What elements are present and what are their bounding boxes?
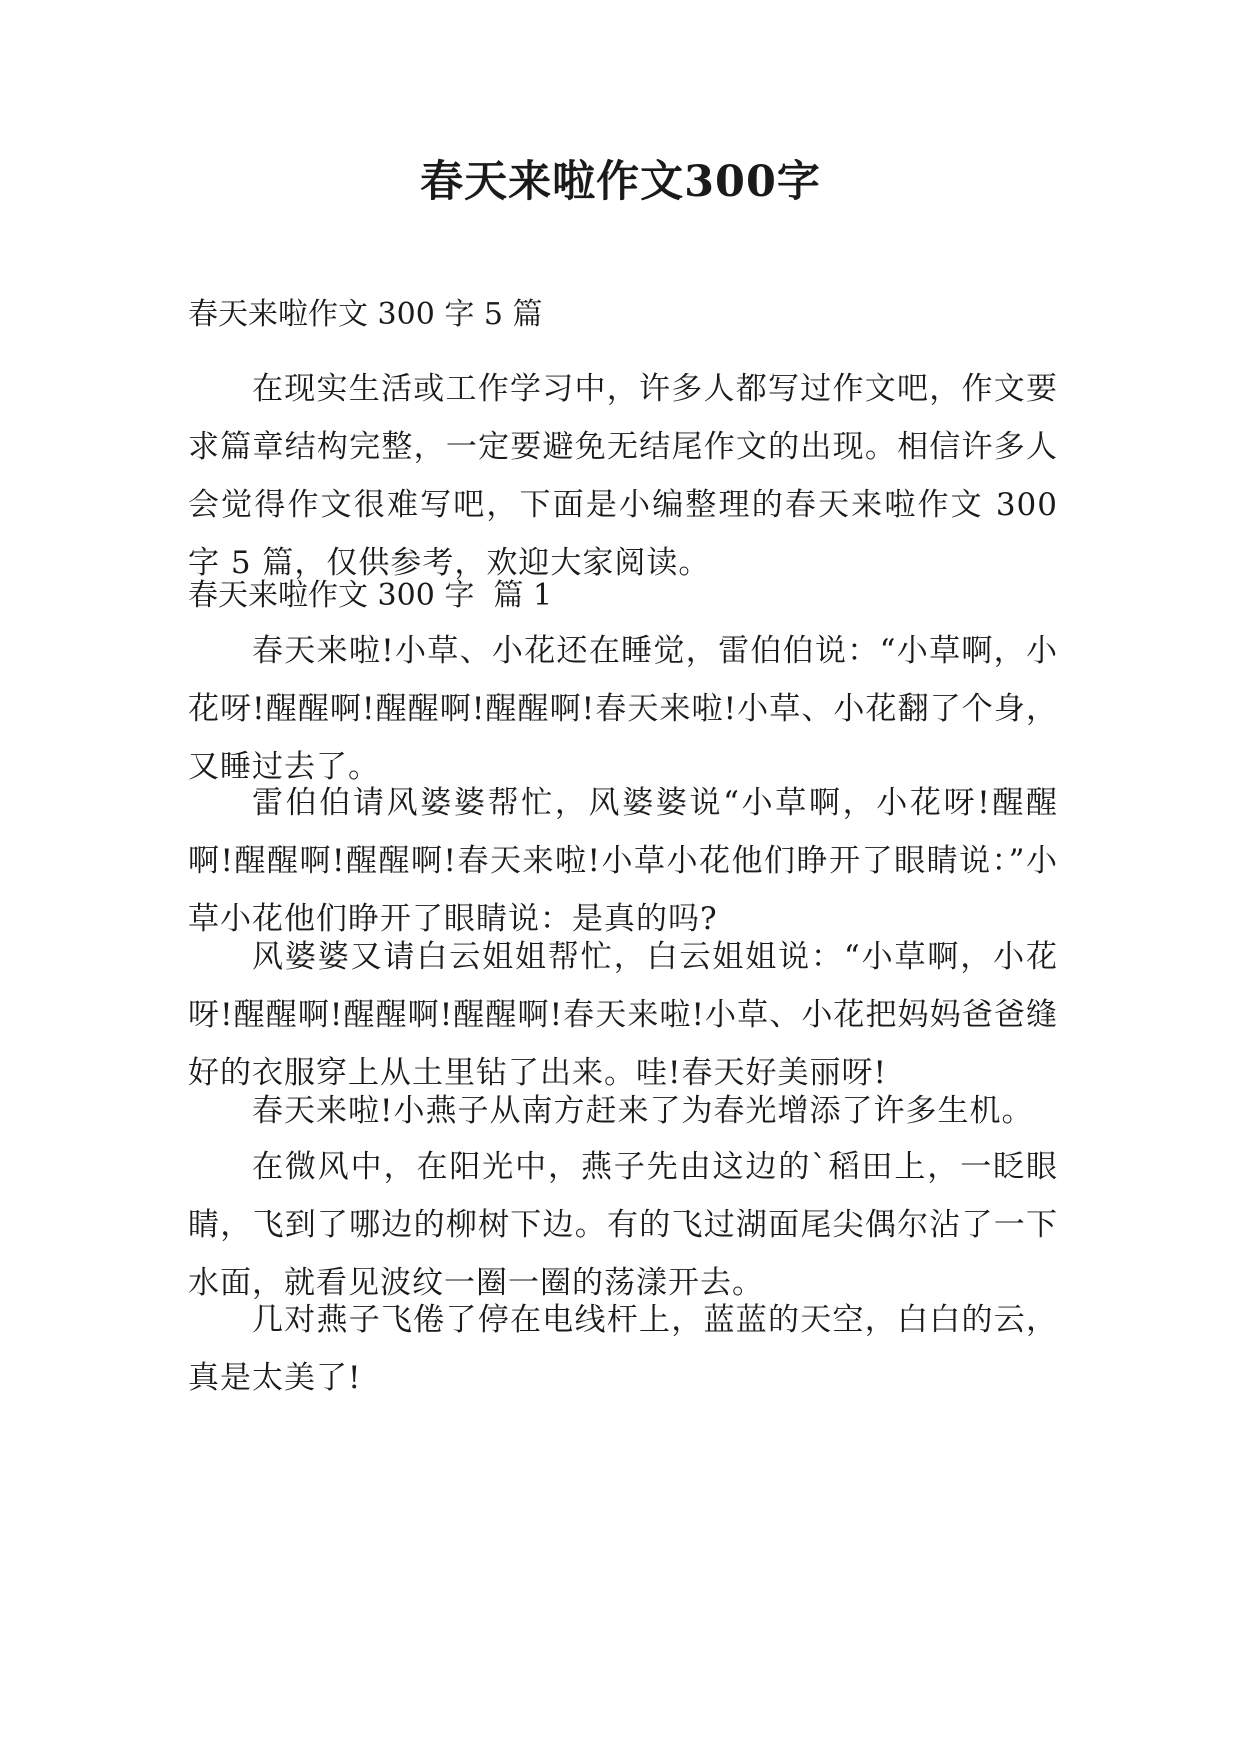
body-paragraph-4: 春天来啦!小燕子从南方赶来了为春光增添了许多生机。 [252, 1093, 1034, 1129]
document-title: 春天来啦作文300字 [420, 157, 821, 207]
body-paragraph-6: 几对燕子飞倦了停在电线杆上，蓝蓝的天空，白白的云，真是太美了! [188, 1302, 1058, 1396]
body-paragraph-1: 春天来啦!小草、小花还在睡觉，雷伯伯说：“小草啊，小花呀!醒醒啊!醒醒啊!醒醒啊!春天来啦!小草、小花翻了个身，又睡过去了。 [188, 633, 1058, 785]
section-heading: 春天来啦作文 300 字 篇 1 [188, 578, 553, 613]
body-paragraph-2: 雷伯伯请风婆婆帮忙，风婆婆说“小草啊，小花呀!醒醒啊!醒醒啊!醒醒啊!春天来啦!小草小花他们睁开了眼睛说：”小草小花他们睁开了眼睛说：是真的吗? [188, 785, 1058, 937]
body-paragraph-3: 风婆婆又请白云姐姐帮忙，白云姐姐说：“小草啊，小花呀!醒醒啊!醒醒啊!醒醒啊!春天来啦!小草、小花把妈妈爸爸缝好的衣服穿上从土里钻了出来。哇!春天好美丽呀! [188, 939, 1058, 1091]
document-subtitle: 春天来啦作文 300 字 5 篇 [188, 297, 543, 332]
intro-paragraph: 在现实生活或工作学习中，许多人都写过作文吧，作文要求篇章结构完整，一定要避免无结尾作文的出现。相信许多人会觉得作文很难写吧，下面是小编整理的春天来啦作文 300 字 5 篇，仅供参考，欢迎大家阅读。 [188, 371, 1058, 581]
body-paragraph-5: 在微风中，在阳光中，燕子先由这边的`稻田上，一眨眼睛，飞到了哪边的柳树下边。有的飞过湖面尾尖偶尔沾了一下水面，就看见波纹一圈一圈的荡漾开去。 [188, 1149, 1058, 1301]
